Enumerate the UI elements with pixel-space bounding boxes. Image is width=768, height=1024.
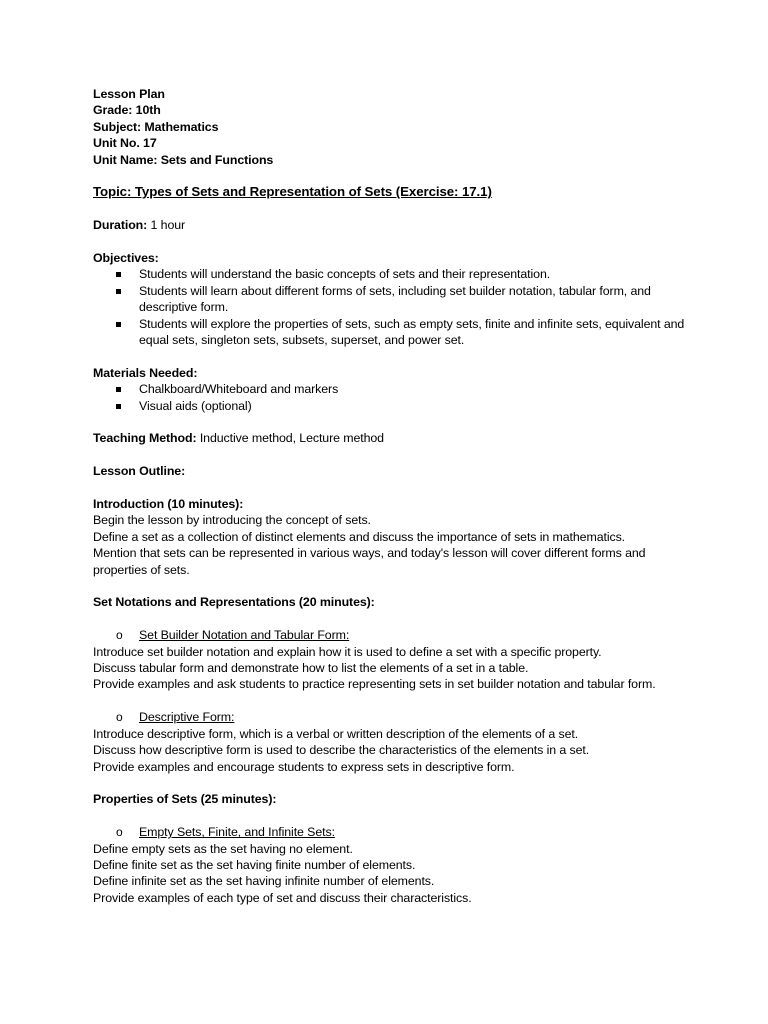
- doc-title: Lesson Plan: [93, 87, 165, 101]
- square-bullet-icon: [116, 272, 121, 277]
- square-bullet-icon: [116, 387, 121, 392]
- subject-line: Subject: Mathematics: [93, 119, 219, 134]
- paragraph-line: Provide examples and encourage students to express sets in descriptive form.: [93, 759, 515, 774]
- paragraph-line: Begin the lesson by introducing the concept of sets.: [93, 513, 371, 528]
- teaching-method-label: Teaching Method:: [93, 431, 197, 446]
- unit-number-line: Unit No. 17: [93, 136, 157, 151]
- materials-list: [93, 381, 693, 414]
- teaching-method-value: Inductive method, Lecture method: [196, 431, 384, 446]
- lesson-outline-heading: Lesson Outline:: [93, 464, 186, 479]
- paragraph-line: Define a set as a collection of distinct elements and discuss the importance of sets in mathematics.: [93, 529, 626, 544]
- list-item: Students will learn about different forms of sets, including set builder notation, tabular form, and descriptive form.: [93, 283, 693, 316]
- square-bullet-icon: [116, 404, 121, 409]
- set-notations-heading: Set Notations and Representations (20 minutes):: [93, 595, 375, 610]
- objectives-list: [93, 266, 693, 348]
- materials-heading: Materials Needed:: [93, 365, 198, 380]
- duration-label: Duration:: [93, 218, 148, 233]
- topic-heading: Topic: Types of Sets and Representation of Sets (Exercise: 17.1): [93, 184, 492, 200]
- subsection-title: o Empty Sets, Finite, and Infinite Sets:: [116, 825, 335, 840]
- paragraph-line: Introduce set builder notation and explain how it is used to define a set with a specific property.: [93, 644, 602, 659]
- circle-bullet-icon: o: [116, 825, 123, 840]
- lesson-plan-document: [93, 86, 693, 906]
- paragraph-line: Define infinite set as the set having infinite number of elements.: [93, 874, 435, 889]
- paragraph-line: Provide examples of each type of set and discuss their characteristics.: [93, 890, 472, 905]
- objectives-heading: Objectives:: [93, 251, 159, 266]
- paragraph-line: Discuss tabular form and demonstrate how to list the elements of a set in a table.: [93, 661, 529, 676]
- list-item: Students will understand the basic concepts of sets and their representation.: [93, 266, 693, 282]
- paragraph-line: Mention that sets can be represented in various ways, and today's lesson will cover different forms and properties of sets.: [93, 546, 646, 577]
- list-item: Students will explore the properties of sets, such as empty sets, finite and infinite sets, equivalent and equal sets, singleton sets, subsets, superset, and power set.: [93, 316, 693, 349]
- unit-name-line: Unit Name: Sets and Functions: [93, 152, 274, 167]
- list-item: Visual aids (optional): [93, 398, 693, 414]
- duration-value: 1 hour: [147, 218, 186, 233]
- square-bullet-icon: [116, 289, 121, 294]
- circle-bullet-icon: o: [116, 710, 123, 725]
- paragraph-line: Define finite set as the set having finite number of elements.: [93, 857, 416, 872]
- teaching-method-line: [93, 430, 693, 446]
- paragraph-line: Provide examples and ask students to practice representing sets in set builder notation and tabular form.: [93, 677, 656, 692]
- introduction-heading: Introduction (10 minutes):: [93, 497, 244, 512]
- paragraph-line: Define empty sets as the set having no element.: [93, 841, 353, 856]
- subsection-title: o Descriptive Form:: [116, 710, 235, 725]
- paragraph-line: Introduce descriptive form, which is a verbal or written description of the elements of a set.: [93, 726, 579, 741]
- square-bullet-icon: [116, 322, 121, 327]
- duration-line: [93, 217, 693, 233]
- subsection-title: o Set Builder Notation and Tabular Form:: [116, 628, 350, 643]
- list-item: Chalkboard/Whiteboard and markers: [93, 381, 693, 397]
- grade-line: Grade: 10th: [93, 103, 161, 118]
- paragraph-line: Discuss how descriptive form is used to describe the characteristics of the elements in a set.: [93, 743, 590, 758]
- circle-bullet-icon: o: [116, 628, 123, 643]
- properties-heading: Properties of Sets (25 minutes):: [93, 792, 277, 807]
